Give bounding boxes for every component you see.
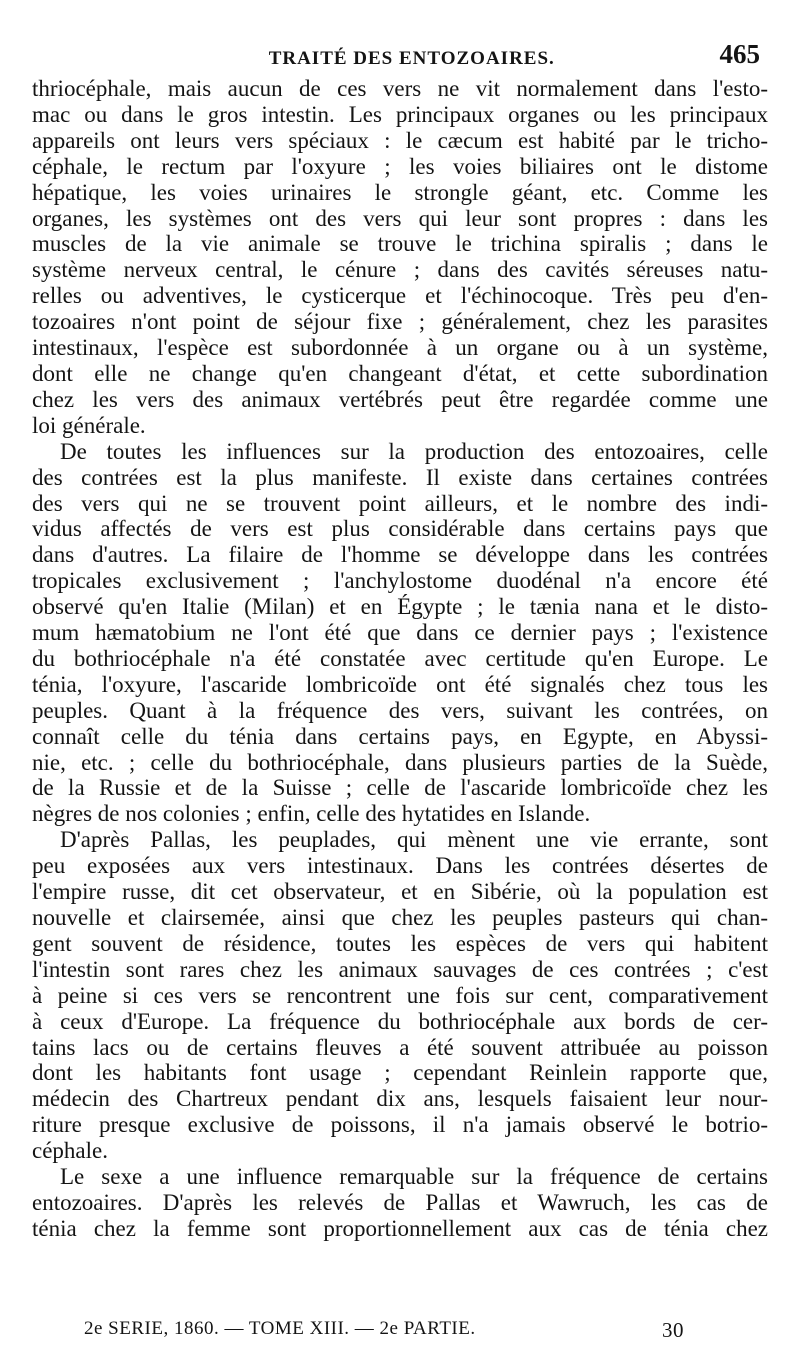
text-line: chez les vers des animaux vertébrés peut être regardée comme une [32, 386, 768, 412]
text-line: De toutes les influences sur la production des entozoaires, celle [60, 438, 768, 464]
text-line: mum hæmatobium ne l'ont été que dans ce dernier pays ; l'existence [32, 620, 768, 646]
text-line: nie, etc. ; celle du bothriocéphale, dans plusieurs parties de la Suède, [32, 749, 768, 775]
text-line: ténia, l'oxyure, l'ascaride lombricoïde ont été signalés chez tous les [32, 671, 768, 697]
text-line: des contrées est la plus manifeste. Il existe dans certaines contrées [32, 464, 768, 490]
text-line: système nerveux central, le cénure ; dans des cavités séreuses natu- [32, 257, 768, 283]
text-line: connaît celle du ténia dans certains pays, en Egypte, en Abyssi- [32, 723, 768, 749]
text-line: thriocéphale, mais aucun de ces vers ne vit normalement dans l'esto- [32, 76, 768, 101]
text-line: intestinaux, l'espèce est subordonnée à un organe ou à un système, [32, 335, 768, 361]
page-number: 465 [719, 39, 760, 69]
text-line: hépatique, les voies urinaires le strongle géant, etc. Comme les [32, 179, 768, 205]
text-line: appareils ont leurs vers spéciaux : le cæcum est habité par le tricho- [32, 127, 768, 153]
running-title: TRAITÉ DES ENTOZOAIRES. [268, 48, 555, 69]
text-line: de la Russie et de la Suisse ; celle de l'ascaride lombricoïde chez les [32, 775, 768, 801]
text-line: muscles de la vie animale se trouve le trichina spiralis ; dans le [32, 231, 768, 257]
text-line: riture presque exclusive de poissons, il n'a jamais observé le botrio- [32, 1112, 768, 1138]
text-line: entozoaires. D'après les relevés de Pallas et Wawruch, les cas de [32, 1189, 768, 1215]
text-line: ténia chez la femme sont proportionnellement aux cas de ténia chez [32, 1215, 768, 1241]
text-line: à ceux d'Europe. La fréquence du bothriocéphale aux bords de cer- [32, 1008, 768, 1034]
text-line: nègres de nos colonies ; enfin, celle des hytatides en Islande. [32, 801, 591, 827]
text-line: nouvelle et clairsemée, ainsi que chez les peuples pasteurs qui chan- [32, 905, 768, 930]
text-line: relles ou adventives, le cysticerque et l'échinocoque. Très peu d'en- [32, 283, 768, 309]
text-line: dans d'autres. La filaire de l'homme se développe dans les contrées [32, 542, 768, 568]
printer-signature: 2e SERIE, 1860. — TOME XIII. — 2e PARTIE. [84, 1318, 476, 1339]
text-line: mac ou dans le gros intestin. Les principaux organes ou les principaux [32, 101, 768, 127]
text-line: des vers qui ne se trouvent point ailleurs, et le nombre des indi- [32, 490, 768, 516]
text-line: gent souvent de résidence, toutes les espèces de vers qui habitent [32, 930, 768, 956]
text-line: à peine si ces vers se rencontrent une fois sur cent, comparativement [32, 982, 768, 1008]
text-line: organes, les systèmes ont des vers qui leur sont propres : dans les [32, 205, 768, 231]
text-line: l'empire russe, dit cet observateur, et en Sibérie, où la population est [32, 879, 768, 905]
text-line: céphale. [32, 1138, 108, 1164]
text-line: céphale, le rectum par l'oxyure ; les voies biliaires ont le distome [32, 153, 768, 179]
text-line: loi générale. [32, 412, 146, 438]
text-line: médecin des Chartreux pendant dix ans, lesquels faisaient leur nour- [32, 1086, 768, 1112]
text-line: tains lacs ou de certains fleuves a été souvent attribuée au poisson [32, 1034, 768, 1060]
text-line: peuples. Quant à la fréquence des vers, suivant les contrées, on [32, 697, 768, 723]
text-line: l'intestin sont rares chez les animaux sauvages de ces contrées ; c'est [32, 956, 768, 982]
page-footer [84, 1318, 684, 1343]
page-header [34, 30, 760, 70]
text-line: vidus affectés de vers est plus considérable dans certains pays que [32, 516, 768, 542]
text-line: observé qu'en Italie (Milan) et en Égypte ; le tænia nana et le disto- [32, 594, 768, 620]
text-line: tozoaires n'ont point de séjour fixe ; généralement, chez les parasites [32, 309, 768, 335]
text-line: peu exposées aux vers intestinaux. Dans les contrées désertes de [32, 853, 768, 879]
text-line: Le sexe a une influence remarquable sur la fréquence de certains [60, 1164, 768, 1190]
sheet-number: 30 [662, 1318, 684, 1342]
text-line: dont les habitants font usage ; cependant Reinlein rapporte que, [32, 1060, 768, 1086]
text-line: D'après Pallas, les peuplades, qui mènent une vie errante, sont [60, 827, 768, 853]
text-line: du bothriocéphale n'a été constatée avec certitude qu'en Europe. Le [32, 645, 768, 671]
text-line: tropicales exclusivement ; l'anchylostome duodénal n'a encore été [32, 568, 768, 594]
body-text [32, 76, 768, 1242]
text-line: dont elle ne change qu'en changeant d'état, et cette subordination [32, 360, 768, 386]
